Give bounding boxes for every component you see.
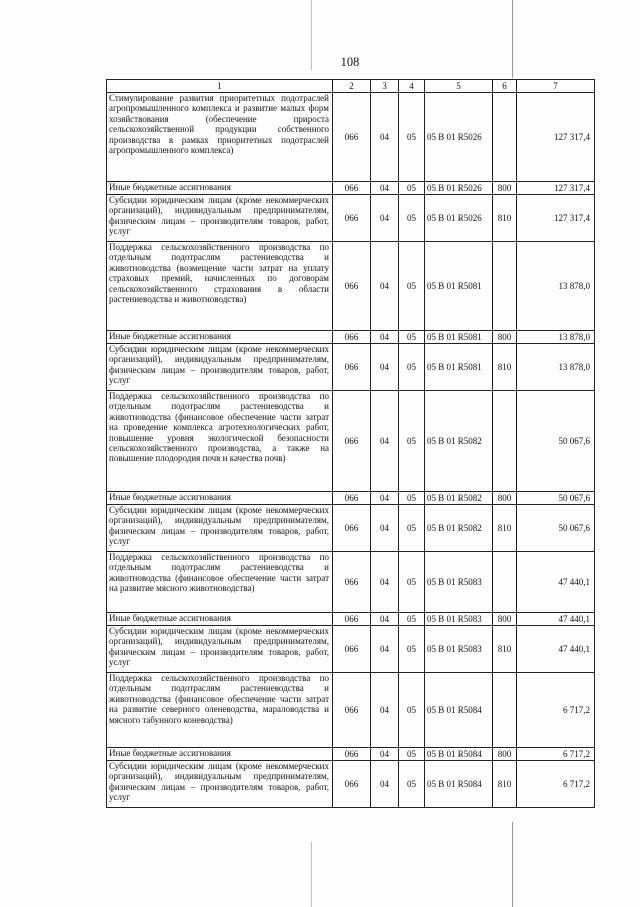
subsection-code-cell: 05 bbox=[399, 492, 425, 505]
target-article-cell: 05 В 01 R5082 bbox=[425, 391, 493, 492]
row-name-cell: Поддержка сельскохозяйственного производства по отдельным подотраслям растениеводства и животноводства (финансовое обеспечение части затрат на проведение комплекса агротехнологических работ, повышение уровня экологической безопасности сельскохозяйственного производства, а также на повышение плодородия почв и качества почв) bbox=[107, 391, 333, 492]
ministry-code-cell: 066 bbox=[333, 748, 371, 761]
target-article-cell: 05 В 01 R5084 bbox=[425, 748, 493, 761]
amount-cell: 47 440,1 bbox=[517, 552, 595, 613]
table-row bbox=[107, 505, 595, 552]
row-name-cell: Субсидии юридическим лицам (кроме некоммерческих организаций), индивидуальным предпринимателям, физическим лицам – производителям товаров, работ, услуг bbox=[107, 344, 333, 391]
row-name-cell: Иные бюджетные ассигнования bbox=[107, 613, 333, 626]
expense-type-cell: 810 bbox=[493, 195, 517, 242]
column-header: 5 bbox=[425, 80, 493, 93]
table-row bbox=[107, 331, 595, 344]
amount-cell: 47 440,1 bbox=[517, 613, 595, 626]
amount-cell: 127 317,4 bbox=[517, 182, 595, 195]
expense-type-cell: 800 bbox=[493, 182, 517, 195]
budget-table bbox=[106, 79, 595, 808]
section-code-cell: 04 bbox=[371, 505, 399, 552]
section-code-cell: 04 bbox=[371, 626, 399, 673]
expense-type-cell bbox=[493, 552, 517, 613]
subsection-code-cell: 05 bbox=[399, 673, 425, 748]
table-row bbox=[107, 748, 595, 761]
expense-type-cell bbox=[493, 673, 517, 748]
table-row bbox=[107, 492, 595, 505]
section-code-cell: 04 bbox=[371, 613, 399, 626]
column-header: 2 bbox=[333, 80, 371, 93]
amount-cell: 6 717,2 bbox=[517, 761, 595, 808]
table-row bbox=[107, 391, 595, 492]
expense-type-cell: 810 bbox=[493, 505, 517, 552]
target-article-cell: 05 В 01 R5026 bbox=[425, 93, 493, 182]
subsection-code-cell: 05 bbox=[399, 613, 425, 626]
ministry-code-cell: 066 bbox=[333, 761, 371, 808]
expense-type-cell: 800 bbox=[493, 748, 517, 761]
expense-type-cell: 810 bbox=[493, 626, 517, 673]
target-article-cell: 05 В 01 R5084 bbox=[425, 673, 493, 748]
subsection-code-cell: 05 bbox=[399, 505, 425, 552]
section-code-cell: 04 bbox=[371, 761, 399, 808]
subsection-code-cell: 05 bbox=[399, 626, 425, 673]
subsection-code-cell: 05 bbox=[399, 195, 425, 242]
row-name-cell: Иные бюджетные ассигнования bbox=[107, 748, 333, 761]
row-name-cell: Субсидии юридическим лицам (кроме некоммерческих организаций), индивидуальным предпринимателям, физическим лицам – производителям товаров, работ, услуг bbox=[107, 761, 333, 808]
table-row bbox=[107, 93, 595, 182]
amount-cell: 127 317,4 bbox=[517, 195, 595, 242]
expense-type-cell bbox=[493, 242, 517, 331]
target-article-cell: 05 В 01 R5081 bbox=[425, 344, 493, 391]
section-code-cell: 04 bbox=[371, 492, 399, 505]
ministry-code-cell: 066 bbox=[333, 505, 371, 552]
subsection-code-cell: 05 bbox=[399, 93, 425, 182]
expense-type-cell bbox=[493, 93, 517, 182]
scan-margin-line bbox=[512, 0, 513, 78]
column-header: 4 bbox=[399, 80, 425, 93]
amount-cell: 6 717,2 bbox=[517, 748, 595, 761]
scan-margin-line bbox=[512, 822, 513, 907]
row-name-cell: Иные бюджетные ассигнования bbox=[107, 331, 333, 344]
row-name-cell: Иные бюджетные ассигнования bbox=[107, 492, 333, 505]
subsection-code-cell: 05 bbox=[399, 182, 425, 195]
section-code-cell: 04 bbox=[371, 344, 399, 391]
paper-fold-line bbox=[311, 0, 312, 70]
table-row bbox=[107, 242, 595, 331]
row-name-cell: Иные бюджетные ассигнования bbox=[107, 182, 333, 195]
section-code-cell: 04 bbox=[371, 391, 399, 492]
ministry-code-cell: 066 bbox=[333, 552, 371, 613]
ministry-code-cell: 066 bbox=[333, 613, 371, 626]
table-row bbox=[107, 761, 595, 808]
amount-cell: 13 878,0 bbox=[517, 331, 595, 344]
section-code-cell: 04 bbox=[371, 748, 399, 761]
amount-cell: 50 067,6 bbox=[517, 492, 595, 505]
section-code-cell: 04 bbox=[371, 93, 399, 182]
expense-type-cell: 800 bbox=[493, 492, 517, 505]
amount-cell: 6 717,2 bbox=[517, 673, 595, 748]
table-row bbox=[107, 673, 595, 748]
row-name-cell: Субсидии юридическим лицам (кроме некоммерческих организаций), индивидуальным предпринимателям, физическим лицам – производителям товаров, работ, услуг bbox=[107, 195, 333, 242]
target-article-cell: 05 В 01 R5081 bbox=[425, 331, 493, 344]
target-article-cell: 05 В 01 R5026 bbox=[425, 182, 493, 195]
amount-cell: 127 317,4 bbox=[517, 93, 595, 182]
target-article-cell: 05 В 01 R5081 bbox=[425, 242, 493, 331]
ministry-code-cell: 066 bbox=[333, 242, 371, 331]
ministry-code-cell: 066 bbox=[333, 344, 371, 391]
table-row bbox=[107, 182, 595, 195]
section-code-cell: 04 bbox=[371, 552, 399, 613]
column-header: 6 bbox=[493, 80, 517, 93]
target-article-cell: 05 В 01 R5083 bbox=[425, 613, 493, 626]
expense-type-cell bbox=[493, 391, 517, 492]
ministry-code-cell: 066 bbox=[333, 93, 371, 182]
expense-type-cell: 800 bbox=[493, 331, 517, 344]
row-name-cell: Субсидии юридическим лицам (кроме некоммерческих организаций), индивидуальным предпринимателям, физическим лицам – производителям товаров, работ, услуг bbox=[107, 505, 333, 552]
column-header: 7 bbox=[517, 80, 595, 93]
ministry-code-cell: 066 bbox=[333, 626, 371, 673]
table-row bbox=[107, 613, 595, 626]
ministry-code-cell: 066 bbox=[333, 391, 371, 492]
amount-cell: 13 878,0 bbox=[517, 344, 595, 391]
section-code-cell: 04 bbox=[371, 182, 399, 195]
section-code-cell: 04 bbox=[371, 195, 399, 242]
subsection-code-cell: 05 bbox=[399, 391, 425, 492]
ministry-code-cell: 066 bbox=[333, 195, 371, 242]
amount-cell: 47 440,1 bbox=[517, 626, 595, 673]
amount-cell: 13 878,0 bbox=[517, 242, 595, 331]
expense-type-cell: 810 bbox=[493, 761, 517, 808]
subsection-code-cell: 05 bbox=[399, 748, 425, 761]
table-body bbox=[107, 93, 595, 808]
ministry-code-cell: 066 bbox=[333, 331, 371, 344]
page-number: 108 bbox=[340, 55, 360, 69]
table-row bbox=[107, 195, 595, 242]
section-code-cell: 04 bbox=[371, 331, 399, 344]
ministry-code-cell: 066 bbox=[333, 182, 371, 195]
ministry-code-cell: 066 bbox=[333, 492, 371, 505]
expense-type-cell: 810 bbox=[493, 344, 517, 391]
column-header: 1 bbox=[107, 80, 333, 93]
target-article-cell: 05 В 01 R5083 bbox=[425, 552, 493, 613]
row-name-cell: Стимулирование развития приоритетных подотраслей агропромышленного комплекса и развитие малых форм хозяйствования (обеспечение прироста сельскохозяйственной продукции собственного производства в рамках приоритетных подотраслей агропромышленного комплекса) bbox=[107, 93, 333, 182]
row-name-cell: Поддержка сельскохозяйственного производства по отдельным подотраслям растениеводства и животноводства (возмещение части затрат на уплату страховых премий, начисленных по договорам сельскохозяйственного страхования в области растениеводства и животноводства) bbox=[107, 242, 333, 331]
subsection-code-cell: 05 bbox=[399, 331, 425, 344]
target-article-cell: 05 В 01 R5082 bbox=[425, 492, 493, 505]
row-name-cell: Поддержка сельскохозяйственного производства по отдельным подотраслям растениеводства и животноводства (финансовое обеспечение части затрат на развитие мясного животноводства) bbox=[107, 552, 333, 613]
table-row bbox=[107, 552, 595, 613]
ministry-code-cell: 066 bbox=[333, 673, 371, 748]
target-article-cell: 05 В 01 R5083 bbox=[425, 626, 493, 673]
row-name-cell: Поддержка сельскохозяйственного производства по отдельным подотраслям растениеводства и животноводства (финансовое обеспечение части затрат на развитие северного оленеводства, мараловодства и мясного табунного коневодства) bbox=[107, 673, 333, 748]
row-name-cell: Субсидии юридическим лицам (кроме некоммерческих организаций), индивидуальным предпринимателям, физическим лицам – производителям товаров, работ, услуг bbox=[107, 626, 333, 673]
subsection-code-cell: 05 bbox=[399, 761, 425, 808]
subsection-code-cell: 05 bbox=[399, 242, 425, 331]
amount-cell: 50 067,6 bbox=[517, 505, 595, 552]
target-article-cell: 05 В 01 R5084 bbox=[425, 761, 493, 808]
subsection-code-cell: 05 bbox=[399, 552, 425, 613]
column-header: 3 bbox=[371, 80, 399, 93]
table-header-row bbox=[107, 80, 595, 93]
target-article-cell: 05 В 01 R5026 bbox=[425, 195, 493, 242]
subsection-code-cell: 05 bbox=[399, 344, 425, 391]
expense-type-cell: 800 bbox=[493, 613, 517, 626]
table-row bbox=[107, 344, 595, 391]
target-article-cell: 05 В 01 R5082 bbox=[425, 505, 493, 552]
section-code-cell: 04 bbox=[371, 673, 399, 748]
section-code-cell: 04 bbox=[371, 242, 399, 331]
amount-cell: 50 067,6 bbox=[517, 391, 595, 492]
paper-fold-line bbox=[311, 842, 312, 907]
table-row bbox=[107, 626, 595, 673]
